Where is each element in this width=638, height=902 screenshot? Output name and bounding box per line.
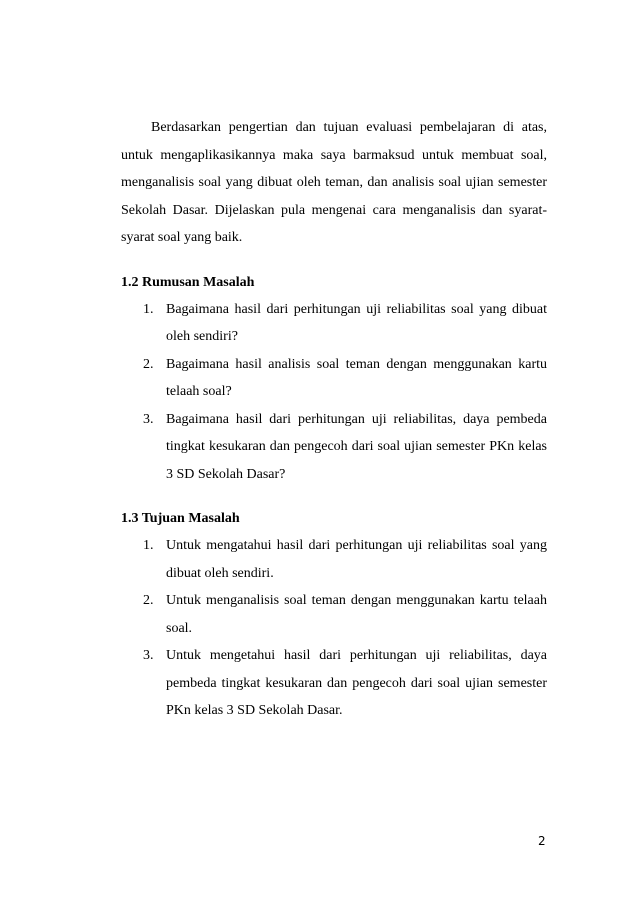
- list-number: 3.: [143, 411, 154, 427]
- rumusan-masalah-heading: 1.2 Rumusan Masalah: [121, 274, 255, 290]
- tujuan-masalah-list: [121, 532, 547, 725]
- list-item-text: Bagaimana hasil dari perhitungan uji reliabilitas, daya pembeda tingkat kesukaran dan pengecoh dari soal ujian semester PKn kelas 3 SD Sekolah Dasar?: [166, 411, 547, 482]
- list-number: 1.: [143, 538, 154, 553]
- rumusan-masalah-list: [121, 296, 547, 489]
- list-number: 2.: [143, 593, 154, 608]
- list-number: 2.: [143, 356, 154, 372]
- list-item-text: Untuk menganalisis soal teman dengan menggunakan kartu telaah soal.: [166, 593, 547, 636]
- tujuan-masalah-heading: 1.3 Tujuan Masalah: [121, 511, 240, 526]
- list-item: [121, 587, 547, 642]
- list-number: 1.: [143, 301, 154, 317]
- list-item: [121, 351, 547, 406]
- list-item-text: Untuk mengatahui hasil dari perhitungan uji reliabilitas soal yang dibuat oleh sendiri.: [166, 538, 547, 581]
- intro-paragraph: Berdasarkan pengertian dan tujuan evaluasi pembelajaran di atas, untuk mengaplikasikannya maka saya barmaksud untuk membuat soal, menganalisis soal yang dibuat oleh teman, dan analisis soal ujian semester Sekolah Dasar. Dijelaskan pula mengenai cara menganalisis dan syarat-syarat soal yang baik.: [121, 120, 547, 245]
- list-item-text: Untuk mengetahui hasil dari perhitungan uji reliabilitas, daya pembeda tingkat kesukaran dan pengecoh dari soal ujian semester PKn kelas 3 SD Sekolah Dasar.: [166, 648, 547, 718]
- page-number: 2: [538, 834, 546, 848]
- list-item-text: Bagaimana hasil analisis soal teman dengan menggunakan kartu telaah soal?: [166, 356, 547, 399]
- list-item: [121, 296, 547, 351]
- list-item-text: Bagaimana hasil dari perhitungan uji reliabilitas soal yang dibuat oleh sendiri?: [166, 301, 547, 344]
- list-number: 3.: [143, 648, 154, 663]
- list-item: [121, 406, 547, 489]
- page-content: [121, 114, 547, 725]
- list-item: [121, 532, 547, 587]
- list-item: [121, 642, 547, 725]
